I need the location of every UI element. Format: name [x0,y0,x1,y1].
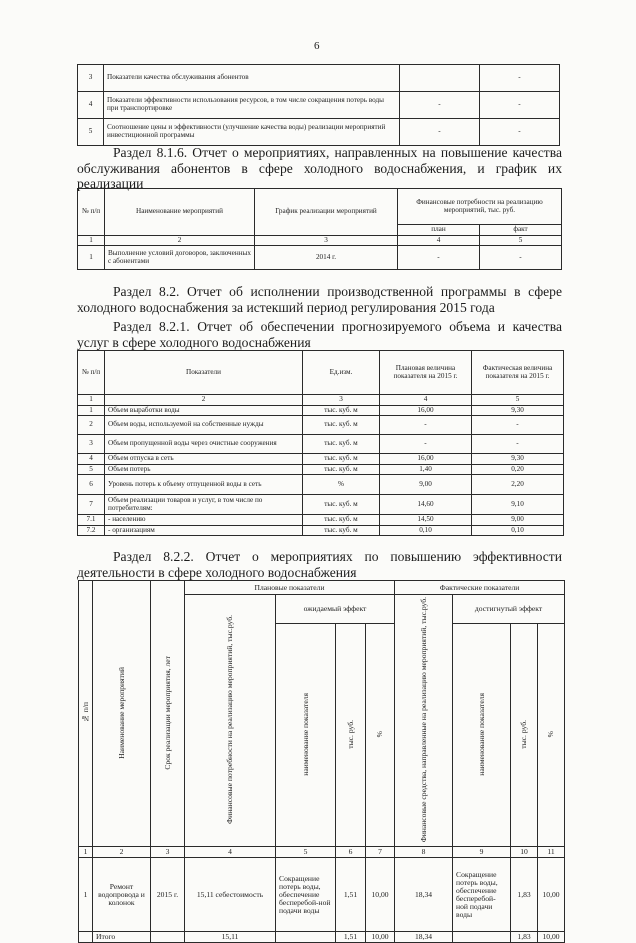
header-plan: Плановая величина показателя на 2015 г. [380,351,472,395]
column-number: 6 [336,847,366,858]
row-number: 6 [78,475,105,495]
table-row [78,435,564,454]
row-number: 1 [78,246,105,270]
plan-value: 16,00 [380,454,472,465]
fact-value: 0,20 [472,464,564,475]
column-number: 5 [472,395,564,406]
row-number: 4 [78,454,105,465]
expected-effect-name: Сокращение потерь воды, обеспечение бесперебой-ной подачи воды [276,858,336,932]
value-cell: - [480,65,560,92]
measure-name: Ремонт водопровода и колонок [93,858,151,932]
header-rub: тыс. руб. [345,719,355,749]
plan-value: 14,50 [380,515,472,526]
achieved-effect-name: Сокращение потерь воды, обеспечение бесперебой-ной подачи воды [453,858,511,932]
unit-value: тыс. куб. м [303,416,380,435]
value-cell: - [480,92,560,119]
header-rub-cell [336,624,366,847]
column-number: 1 [79,847,93,858]
column-numbers-row [79,847,565,858]
heading-text: Раздел 8.2. Отчет об исполнении производственной программы в сфере холодного водоснабжения за истекший период регулирования 2015 года [77,284,562,315]
row-number: 1 [78,405,105,416]
unit-value: тыс. куб. м [303,405,380,416]
indicator-name: Объем пропущенной воды через очистные сооружения [105,435,303,454]
indicator-name: - населению [105,515,303,526]
row-number: 7 [78,495,105,515]
funds-value: 18,34 [395,858,453,932]
table-row [78,495,564,515]
heading-text: Раздел 8.2.2. Отчет о мероприятиях по повышению эффективности деятельности в сфере холодного водоснабжения [77,549,562,580]
header-number-cell [79,581,93,847]
column-number: 3 [255,235,398,246]
column-number: 7 [366,847,395,858]
table-row [78,92,560,119]
expected-percent-value: 10,00 [366,858,395,932]
header-number: № п/п [78,189,105,236]
column-numbers-row [78,235,562,246]
column-number: 10 [511,847,538,858]
unit-value: тыс. куб. м [303,454,380,465]
header-fact: Фактическая величина показателя на 2015 г. [472,351,564,395]
column-number: 3 [303,395,380,406]
header-name-cell [93,581,151,847]
indicator-name: Показатели качества обслуживания абонентов [104,65,400,92]
column-number: 3 [151,847,185,858]
fact-value: 2,20 [472,475,564,495]
fact-value: - [480,246,562,270]
header-indicator-name-fact: наименование показателя [476,692,486,776]
financial-need-value: 15,11 себестоимость [185,858,276,932]
table-8-2-2 [78,580,565,943]
row-number: 4 [78,92,104,119]
section-heading-8-2-1 [77,319,562,350]
header-fact: факт [480,225,562,236]
header-rub-fact: тыс. руб. [519,719,529,749]
table-row [79,858,565,932]
plan-value: 14,60 [380,495,472,515]
unit-value: тыс. куб. м [303,464,380,475]
indicator-name: Объем отпуска в сеть [105,454,303,465]
plan-value: - [398,246,480,270]
fact-value: 9,30 [472,405,564,416]
unit-value: тыс. куб. м [303,525,380,536]
row-number: 5 [78,119,104,146]
column-number: 5 [276,847,336,858]
table-row [78,525,564,536]
section-heading-8-1-6 [77,145,562,192]
table-row [78,475,564,495]
header-financial-needs: Финансовые потребности на реализацию мероприятий, тыс. руб. [398,189,562,225]
header-schedule: График реализации мероприятий [255,189,398,236]
table-row [78,515,564,526]
header-funds-cell [395,595,453,847]
column-number: 11 [538,847,565,858]
table-8-1-6 [77,188,562,270]
header-percent-fact: % [546,731,556,738]
header-indicator-name-fact-cell [453,624,511,847]
column-number: 2 [93,847,151,858]
column-number: 4 [185,847,276,858]
table-row [78,464,564,475]
value-cell: - [480,119,560,146]
table-row [78,416,564,435]
header-funds: Финансовые средства, направленные на реализацию мероприятий, тыс.руб. [418,597,428,843]
indicator-name: Объем потерь [105,464,303,475]
fact-value: 9,30 [472,454,564,465]
table-row [78,454,564,465]
plan-value: 9,00 [380,475,472,495]
total-rub: 1,51 [336,932,366,943]
row-number: 5 [78,464,105,475]
table-row [78,65,560,92]
page-number: 6 [314,40,320,52]
unit-value: % [303,475,380,495]
total-percent: 10,00 [366,932,395,943]
header-plan: план [398,225,480,236]
plan-value: - [380,435,472,454]
column-number: 1 [78,235,105,246]
unit-value: тыс. куб. м [303,495,380,515]
header-fact-group: Фактические показатели [395,581,565,595]
indicator-name: Объем выработки воды [105,405,303,416]
total-row [79,932,565,943]
indicator-name: Показатели эффективности использования ресурсов, в том числе сокращения потерь воды при транспортировке [104,92,400,119]
row-number: 3 [78,435,105,454]
column-number: 4 [380,395,472,406]
achieved-rub-value: 1,83 [511,858,538,932]
total-need: 15,11 [185,932,276,943]
column-number: 8 [395,847,453,858]
section-heading-8-2 [77,284,562,315]
header-term: Срок реализации мероприятия, лет [162,655,172,770]
value-cell [400,65,480,92]
header-rub-fact-cell [511,624,538,847]
schedule-value: 2014 г. [255,246,398,270]
indicator-name: - организациям [105,525,303,536]
header-expected-effect: ожидаемый эффект [276,595,395,624]
column-number: 2 [105,235,255,246]
row-number: 2 [78,416,105,435]
section-heading-8-2-2 [77,549,562,580]
column-number: 2 [105,395,303,406]
indicator-name: Объем воды, используемой на собственные нужды [105,416,303,435]
header-term-cell [151,581,185,847]
row-number: 7.1 [78,515,105,526]
plan-value: - [380,416,472,435]
plan-value: 1,40 [380,464,472,475]
column-number: 4 [398,235,480,246]
header-indicator: Показатели [105,351,303,395]
column-number: 1 [78,395,105,406]
term-value: 2015 г. [151,858,185,932]
row-number: 7.2 [78,525,105,536]
continuation-table [77,64,560,146]
row-number: 3 [78,65,104,92]
header-number: № п/п [80,702,90,724]
total-percent-fact: 10,00 [538,932,565,943]
value-cell: - [400,92,480,119]
header-percent-fact-cell [538,624,565,847]
column-numbers-row [78,395,564,406]
fact-value: - [472,435,564,454]
indicator-name: Соотношение цены и эффективности (улучшение качества воды) реализации мероприятий инвестиционной программы [104,119,400,146]
table-row [78,405,564,416]
table-row [78,246,562,270]
header-name: Наименование мероприятий [105,189,255,236]
row-number: 1 [79,858,93,932]
total-rub-fact: 1,83 [511,932,538,943]
measure-name: Выполнение условий договоров, заключенных с абонентами [105,246,255,270]
header-financial-needs: Финансовые потребности на реализацию мероприятий, тыс.руб. [225,615,235,825]
heading-text: Раздел 8.1.6. Отчет о мероприятиях, направленных на повышение качества обслуживания абонентов в сфере холодного водоснабжения, и график их реализации [77,145,562,191]
header-indicator-name-cell [276,624,336,847]
header-number: № п/п [78,351,105,395]
fact-value: 9,00 [472,515,564,526]
plan-value: 16,00 [380,405,472,416]
column-number: 5 [480,235,562,246]
plan-value: 0,10 [380,525,472,536]
fact-value: - [472,416,564,435]
fact-value: 9,10 [472,495,564,515]
expected-rub-value: 1,51 [336,858,366,932]
header-plan-group: Плановые показатели [185,581,395,595]
table-8-2-1 [77,350,564,536]
table-row [78,119,560,146]
total-label: Итого [93,932,151,943]
value-cell: - [400,119,480,146]
indicator-name: Объем реализации товаров и услуг, в том числе по потребителям: [105,495,303,515]
indicator-name: Уровень потерь к объему отпущенной воды в сеть [105,475,303,495]
header-name: Наименование мероприятий [116,666,126,759]
header-financial-needs-cell [185,595,276,847]
unit-value: тыс. куб. м [303,515,380,526]
total-funds: 18,34 [395,932,453,943]
heading-text: Раздел 8.2.1. Отчет об обеспечении прогнозируемого объема и качества услуг в сфере холодного водоснабжения [77,319,562,350]
column-number: 9 [453,847,511,858]
unit-value: тыс. куб. м [303,435,380,454]
achieved-percent-value: 10,00 [538,858,565,932]
fact-value: 0,10 [472,525,564,536]
header-achieved-effect: достигнутый эффект [453,595,565,624]
header-percent: % [375,731,385,738]
header-indicator-name: наименование показателя [300,692,310,776]
header-unit: Ед.изм. [303,351,380,395]
header-percent-cell [366,624,395,847]
